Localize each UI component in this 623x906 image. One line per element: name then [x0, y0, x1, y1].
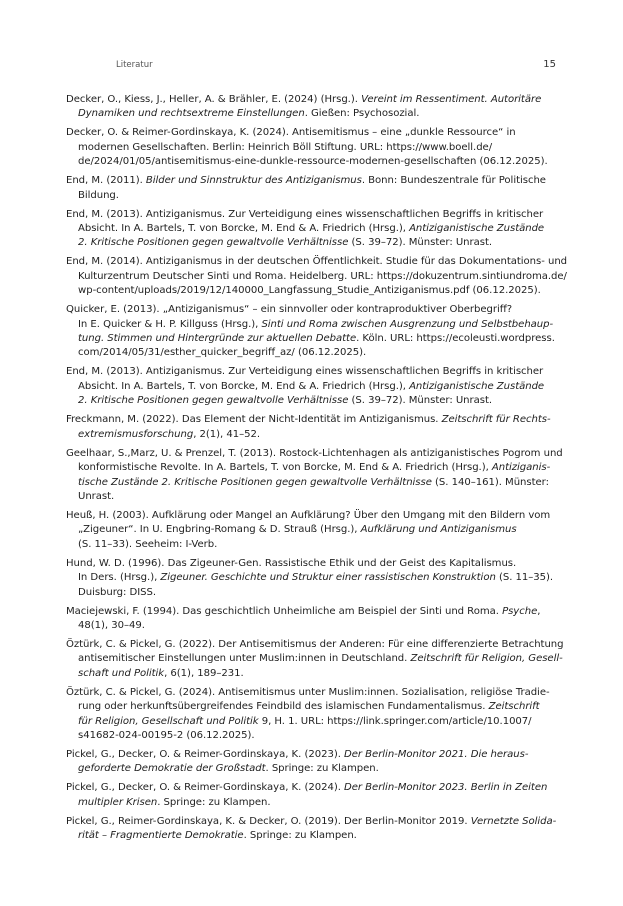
reference-text: End, M. (2011). — [66, 175, 146, 187]
reference-list — [66, 93, 568, 848]
reference-text: (S. 11–35). — [495, 572, 554, 584]
reference-text: In E. Quicker & H. P. Killguss (Hrsg.), — [78, 318, 262, 330]
reference-line — [66, 816, 556, 827]
reference-line — [78, 333, 555, 344]
reference-title: Zeitschrift — [488, 701, 540, 713]
reference-line — [78, 381, 544, 392]
reference-entry — [66, 174, 560, 203]
reference-entry — [66, 748, 560, 777]
reference-text: s41682-024-00195-2 (06.12.2025). — [78, 729, 255, 741]
reference-entry — [66, 255, 568, 298]
reference-title: 2. Kritische Positionen gegen gewaltvolle Verhältnisse — [78, 395, 349, 407]
reference-text: „Zigeuner“. In U. Engbring-Romang & D. Strauß (Hrsg.), — [78, 524, 361, 536]
reference-line — [66, 606, 540, 617]
reference-entry — [66, 557, 560, 600]
reference-line — [78, 237, 492, 248]
reference-line — [78, 716, 532, 727]
reference-entry — [66, 126, 560, 169]
reference-title: Der Berlin-Monitor 2023. Berlin in Zeiten — [344, 782, 548, 794]
reference-line — [78, 620, 145, 631]
running-head: Literatur — [116, 60, 153, 70]
reference-title: Vereint im Ressentiment. Autoritäre — [361, 94, 542, 105]
reference-text: End, M. (2014). Antiziganismus in der deutschen Öffentlichkeit. Studie für das Dokumentations- und — [66, 256, 568, 268]
page-number: 15 — [543, 59, 556, 70]
reference-title: Dynamiken und rechtsextreme Einstellungen — [78, 108, 305, 120]
reference-text: Maciejewski, F. (1994). Das geschichtlich Unheimliche am Beispiel der Sinti und Roma. — [66, 605, 503, 617]
reference-entry — [66, 781, 560, 810]
reference-line — [78, 462, 550, 473]
reference-text: wp-content/uploads/2019/12/140000_Langfassung_Studie_Antiziganismus.pdf (06.12.2025). — [78, 285, 541, 297]
reference-text: rung oder herkunftsübergreifendes Feindbild des islamischen Fundamentalismus. — [78, 701, 489, 713]
reference-text: antisemitischer Einstellungen unter Muslim:innen in Deutschland. — [78, 653, 411, 665]
reference-title: für Religion, Gesellschaft und Politik — [78, 715, 259, 727]
reference-line — [78, 285, 541, 296]
reference-text: Pickel, G., Decker, O. & Reimer-Gordinskaya, K. (2023). — [66, 748, 345, 760]
reference-title: Zigeuner. Geschichte und Struktur einer rassistischen Konstruktion — [160, 572, 496, 584]
reference-title: extremismusforschung — [78, 428, 194, 440]
reference-line — [78, 156, 548, 167]
reference-text: de/2024/01/05/antisemitismus-eine-dunkle-ressource-modernen-gesellschaften (06.12.2025). — [78, 156, 548, 168]
reference-text: (S. 140–161). Münster: — [431, 476, 549, 488]
reference-line — [78, 347, 366, 358]
reference-text: 48(1), 30–49. — [78, 619, 145, 631]
reference-entry — [66, 303, 560, 361]
reference-text: Kulturzentrum Deutscher Sinti und Roma. Heidelberg. URL: https://dokuzentrum.sintiundroma.de/ — [78, 270, 567, 282]
reference-text: End, M. (2013). Antiziganismus. Zur Verteidigung eines wissenschaftlichen Begriffs in kritischer — [66, 366, 544, 378]
reference-text: Pickel, G., Decker, O. & Reimer-Gordinskaya, K. (2024). — [66, 782, 345, 794]
reference-line — [78, 271, 567, 282]
reference-line — [66, 749, 528, 760]
reference-line — [78, 763, 379, 774]
reference-title: schaft und Politik — [78, 667, 165, 679]
reference-title: Sinti und Roma zwischen Ausgrenzung und Selbstbehaup- — [261, 318, 554, 330]
reference-entry — [66, 413, 560, 442]
reference-title: Antiziganistische Zustände — [409, 223, 545, 235]
reference-text: . Springe: zu Klampen. — [243, 830, 357, 842]
reference-title: multipler Krisen — [78, 796, 158, 808]
reference-title: tische Zustände 2. Kritische Positionen gegen gewaltvolle Verhältnisse — [78, 476, 432, 488]
reference-line — [66, 209, 543, 220]
reference-text: , 6(1), 189–231. — [164, 667, 244, 679]
reference-title: Vernetzte Solida- — [470, 815, 557, 827]
reference-entry — [66, 509, 560, 552]
reference-entry — [66, 447, 563, 505]
reference-text: . Springe: zu Klampen. — [157, 796, 271, 808]
reference-line — [78, 491, 114, 502]
reference-entry — [66, 605, 560, 634]
reference-text: Unrast. — [78, 490, 115, 502]
reference-text: (S. 39–72). Münster: Unrast. — [348, 237, 493, 249]
reference-line — [66, 175, 546, 186]
reference-text: Öztürk, C. & Pickel, G. (2022). Der Antisemitismus der Anderen: Für eine differenzierte Betrachtung — [66, 638, 564, 650]
reference-title: Antiziganistische Zustände — [409, 380, 545, 392]
reference-title: rität – Fragmentierte Demokratie — [78, 830, 244, 842]
reference-entry — [66, 208, 560, 251]
reference-line — [78, 108, 419, 119]
reference-line — [78, 429, 260, 440]
reference-title: Psyche — [502, 605, 538, 617]
reference-line — [78, 653, 563, 664]
reference-line — [78, 395, 492, 406]
reference-entry — [66, 686, 560, 744]
reference-text: . Köln. URL: https://ecoleusti.wordpress. — [356, 333, 555, 345]
reference-text: Decker, O., Kiess, J., Heller, A. & Brähler, E. (2024) (Hrsg.). — [66, 94, 362, 105]
reference-text: Quicker, E. (2013). „Antiziganismus“ – ein sinnvoller oder kontraproduktiver Oberbegriff? — [66, 304, 513, 316]
reference-line — [78, 477, 549, 488]
reference-text: (S. 11–33). Seeheim: I-Verb. — [78, 538, 218, 550]
reference-line — [66, 639, 564, 650]
reference-line — [78, 668, 244, 679]
reference-line — [78, 142, 492, 153]
reference-text: Öztürk, C. & Pickel, G. (2024). Antisemitismus unter Muslim:innen. Sozialisation, religiöse Tradie- — [66, 686, 550, 698]
reference-text: , 2(1), 41–52. — [193, 428, 260, 440]
reference-text: Absicht. In A. Bartels, T. von Borcke, M. End & A. Friedrich (Hrsg.), — [78, 380, 410, 392]
reference-line — [66, 687, 550, 698]
reference-text: . Gießen: Psychosozial. — [304, 108, 420, 120]
reference-text: Decker, O. & Reimer-Gordinskaya, K. (2024). Antisemitismus – eine „dunkle Ressource“ in — [66, 127, 516, 139]
reference-title: Antiziganis- — [491, 462, 551, 474]
reference-entry — [66, 815, 560, 844]
reference-line — [66, 127, 516, 138]
reference-entry — [66, 365, 560, 408]
reference-line — [66, 366, 543, 377]
reference-line — [78, 539, 217, 550]
reference-line — [78, 319, 553, 330]
reference-line — [66, 558, 516, 569]
reference-title: Bilder und Sinnstruktur des Antiziganismus — [145, 175, 362, 187]
reference-text: 9, H. 1. URL: https://link.springer.com/article/10.1007/ — [258, 715, 532, 727]
reference-line — [66, 510, 550, 521]
reference-line — [66, 94, 541, 105]
reference-text: Bildung. — [78, 189, 119, 201]
reference-title: Der Berlin-Monitor 2021. Die heraus- — [344, 748, 529, 760]
reference-entry — [66, 638, 564, 681]
reference-line — [78, 730, 255, 741]
reference-title: 2. Kritische Positionen gegen gewaltvolle Verhältnisse — [78, 237, 349, 249]
reference-line — [66, 414, 551, 425]
reference-line — [78, 830, 357, 841]
reference-title: Aufklärung und Antiziganismus — [360, 524, 517, 536]
page-header — [116, 60, 556, 74]
reference-text: Duisburg: DISS. — [78, 586, 157, 598]
reference-text: Hund, W. D. (1996). Das Zigeuner-Gen. Rassistische Ethik und der Geist des Kapitalismus. — [66, 557, 517, 569]
reference-text: End, M. (2013). Antiziganismus. Zur Verteidigung eines wissenschaftlichen Begriffs in kritischer — [66, 208, 544, 220]
reference-title: Zeitschrift für Rechts- — [441, 414, 551, 426]
reference-text: konformistische Revolte. In A. Bartels, T. von Borcke, M. End & A. Friedrich (Hrsg.), — [78, 462, 492, 474]
reference-text: Pickel, G., Reimer-Gordinskaya, K. & Decker, O. (2019). Der Berlin-Monitor 2019. — [66, 815, 471, 827]
reference-line — [78, 524, 517, 535]
reference-text: , — [537, 605, 541, 617]
reference-line — [78, 190, 119, 201]
reference-line — [66, 782, 547, 793]
reference-text: In Ders. (Hrsg.), — [78, 572, 161, 584]
reference-text: Absicht. In A. Bartels, T. von Borcke, M. End & A. Friedrich (Hrsg.), — [78, 223, 410, 235]
reference-title: Zeitschrift für Religion, Gesell- — [410, 653, 563, 665]
reference-title: geforderte Demokratie der Großstadt — [78, 763, 266, 775]
reference-line — [66, 448, 563, 459]
reference-line — [66, 256, 567, 267]
reference-line — [78, 701, 540, 712]
reference-text: . Springe: zu Klampen. — [265, 763, 379, 775]
reference-text: com/2014/05/31/esther_quicker_begriff_az/ (06.12.2025). — [78, 347, 367, 359]
reference-text: (S. 39–72). Münster: Unrast. — [348, 395, 493, 407]
reference-text: . Bonn: Bundeszentrale für Politische — [361, 175, 546, 187]
reference-line — [66, 304, 512, 315]
reference-entry — [66, 93, 560, 122]
reference-line — [78, 223, 544, 234]
reference-text: Heuß, H. (2003). Aufklärung oder Mangel an Aufklärung? Über den Umgang mit den Bildern vom — [66, 509, 551, 521]
reference-title: tung. Stimmen und Hintergründe zur aktuellen Debatte — [78, 333, 357, 345]
reference-line — [78, 797, 271, 808]
reference-text: Geelhaar, S.,Marz, U. & Prenzel, T. (2013). Rostock-Lichtenhagen als antiziganistisches Pogrom und — [66, 447, 563, 459]
reference-text: modernen Gesellschaften. Berlin: Heinrich Böll Stiftung. URL: https://www.boell.de/ — [78, 141, 493, 153]
reference-text: Freckmann, M. (2022). Das Element der Nicht-Identität im Antiziganismus. — [66, 414, 442, 426]
reference-line — [78, 572, 553, 583]
reference-line — [78, 587, 156, 598]
